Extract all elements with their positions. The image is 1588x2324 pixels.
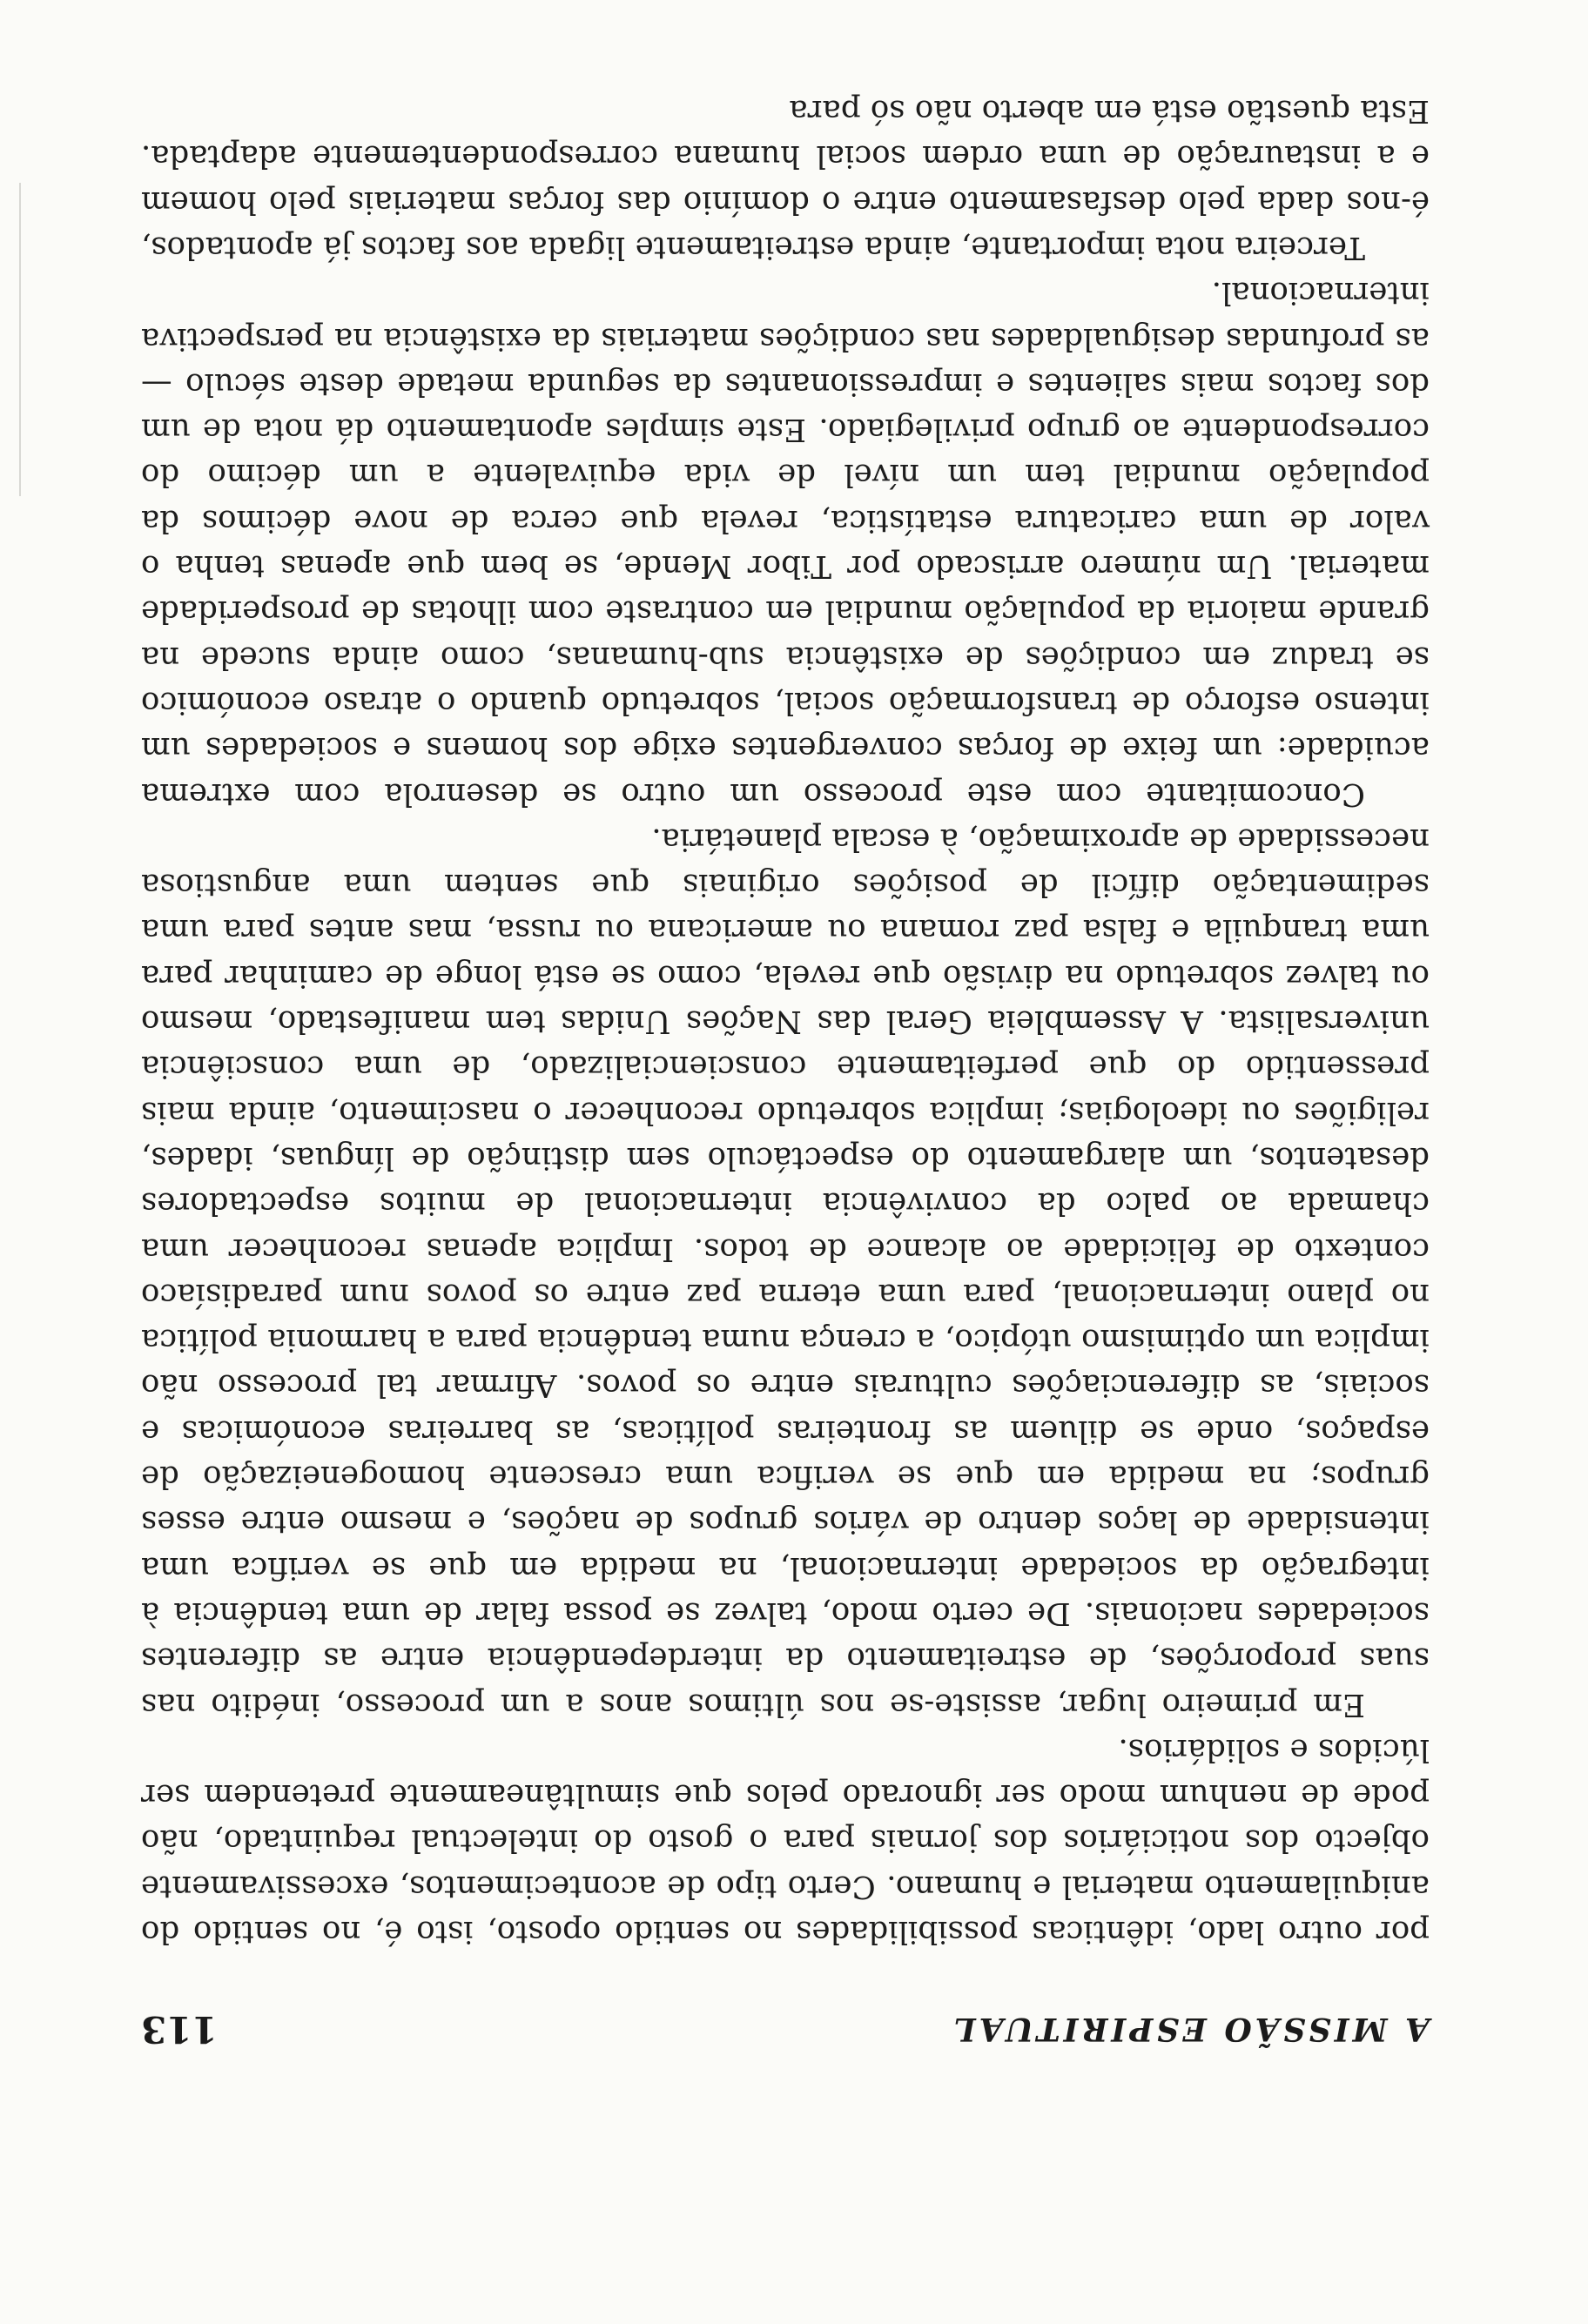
page-number: 113 <box>141 2008 218 2051</box>
paragraph-2: Em primeiro lugar, assiste-se nos últimos anos a um processo, inédito nas suas proporções, de estreitamento da interdependência entre as diferentes sociedades nacionais. De certo modo, talvez se possa falar de uma tendência à integração da sociedade internacional, na medida em que se verifica uma intensidade de laços dentro de vários grupos de nações, e mesmo entre esses grupos; na medida em que se verifica uma crescente homogeneização de espaços, onde se diluem as fronteiras políticas, as barreiras económicas e sociais, as diferenciações culturais entre os povos. Afirmar tal processo não implica um optimismo utópico, a crença numa tendência para a harmonia política no plano internacional, para uma eterna paz entre os povos num paradisíaco contexto de felicidade ao alcance de todos. Implica apenas reconhecer uma chamada ao palco da convivência internacional de muitos espectadores desatentos, um alargamento do espectáculo sem distinção de línguas, idades, religiões ou ideologias; implica sobretudo reconhecer o nascimento, ainda mais pressentido do que perfeitamente consciencializado, de uma consciência universalista. A Assembleia Geral das Nações Unidas tem manifestado, mesmo ou talvez sobretudo na divisão que revela, como se está longe de caminhar para uma tranquila e falsa paz romana ou americana ou russa, mas antes para uma sedimentação difícil de posições originais que sentem uma angustiosa necessidade de aproximação, à escala planetária. <box>141 821 1430 1723</box>
body-text <box>141 88 1430 1954</box>
paragraph-3: Concomitante com este processo um outro se desenrola com extrema acuidade: um feixe de forças convergentes exige dos homens e sociedades um intenso esforço de transformação social, sobretudo quando o atraso económico se traduz em condições de existência sub-humanas, como ainda sucede na grande maioria da população mundial em contraste com ilhotas de prosperidade material. Um número arriscado por Tibor Mende, se bem que apenas tenha o valor de uma caricatura estatística, revela que cerca de nove décimos da população mundial tem um nível de vida equivalente a um décimo do correspondente ao grupo privilegiado. Este simples apontamento dá nota de um dos factos mais salientes e impressionantes da segunda metade deste século — as profundas desigualdades nas condições materiais da existência na perspectiva internacional. <box>141 275 1430 812</box>
paragraph-1: por outro lado, idênticas possibilidades no sentido oposto, isto é, no sentido do aniquilamento material e humano. Certo tipo de acontecimentos, excessivamente objecto dos noticiários dos jornais para o gosto do intelectual requintado, não pode de nenhum modo ser ignorado pelos que simultâneamente pretendem ser lúcidos e solidários. <box>141 1731 1430 1950</box>
paragraph-4: Terceira nota importante, ainda estreitamente ligada aos factos já apontados, é-nos dada pelo desfasamento entre o domínio das forças materiais pelo homem e a instauração de uma ordem social humana correspondentemente adaptada. Esta questão está em aberto não só para <box>141 93 1430 266</box>
running-title: A MISSÃO ESPIRITUAL <box>950 2011 1430 2047</box>
page-edge-shadow <box>19 183 21 496</box>
running-head <box>141 1995 1430 2051</box>
